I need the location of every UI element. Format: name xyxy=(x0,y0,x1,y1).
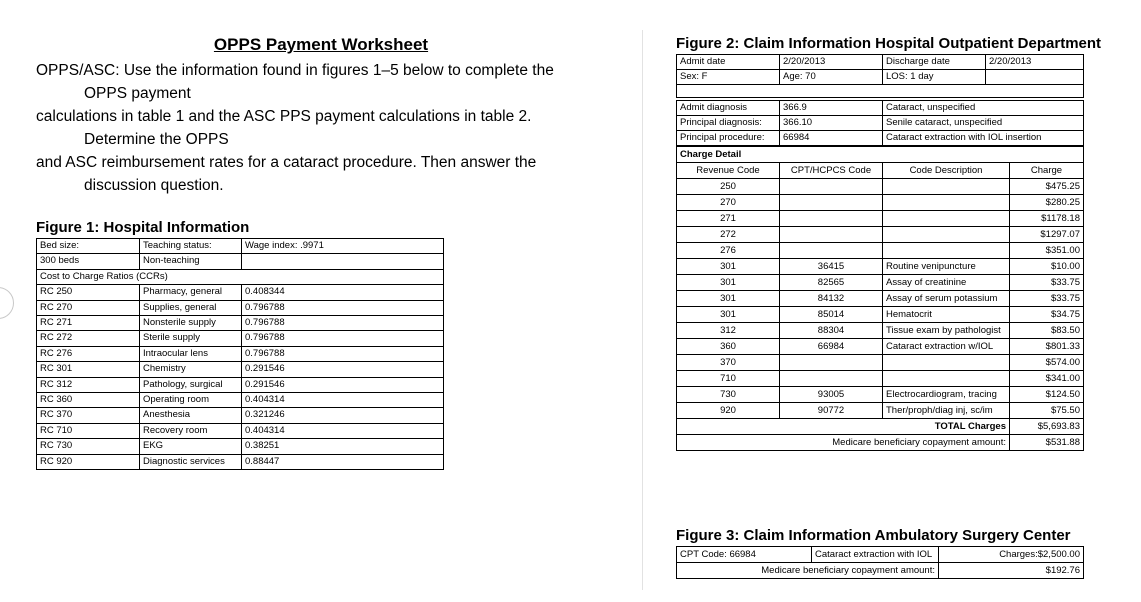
revenue-code: 301 xyxy=(677,307,780,323)
code-description xyxy=(883,371,1010,387)
principal-diagnosis-code: 366.10 xyxy=(780,116,883,131)
instruction-line: Determine the OPPS xyxy=(84,131,229,148)
charge-amount: $75.50 xyxy=(1010,403,1084,419)
code-description: Electrocardiogram, tracing xyxy=(883,387,1010,403)
empty-cell xyxy=(242,254,444,269)
instruction-line: discussion question. xyxy=(84,177,224,194)
patient-sex: Sex: F xyxy=(677,70,780,85)
charge-amount: $1178.18 xyxy=(1010,211,1084,227)
charge-row xyxy=(677,227,1084,243)
principal-procedure-label: Principal procedure: xyxy=(677,131,780,146)
ccr-revenue-code: RC 276 xyxy=(37,346,140,361)
ccr-value: 0.321246 xyxy=(242,408,444,423)
charge-amount: $33.75 xyxy=(1010,275,1084,291)
wage-index: Wage index: .9971 xyxy=(242,239,444,254)
ccr-revenue-code: RC 730 xyxy=(37,439,140,454)
length-of-stay: LOS: 1 day xyxy=(883,70,986,85)
bed-size-value: 300 beds xyxy=(37,254,140,269)
cpt-code: 66984 xyxy=(780,339,883,355)
cpt-code: 93005 xyxy=(780,387,883,403)
ccr-value: 0.796788 xyxy=(242,346,444,361)
charge-row xyxy=(677,275,1084,291)
asc-copay-value: $192.76 xyxy=(939,563,1084,579)
ccr-description: Operating room xyxy=(140,393,242,408)
figure1-title: Figure 1: Hospital Information xyxy=(36,219,250,236)
asc-copay-label: Medicare beneficiary copayment amount: xyxy=(677,563,939,579)
charge-amount: $341.00 xyxy=(1010,371,1084,387)
revenue-code: 301 xyxy=(677,275,780,291)
code-description: Hematocrit xyxy=(883,307,1010,323)
revenue-code: 272 xyxy=(677,227,780,243)
teaching-value: Non-teaching xyxy=(140,254,242,269)
charge-detail-table xyxy=(676,146,1084,451)
ccr-row xyxy=(37,393,444,408)
code-description xyxy=(883,195,1010,211)
ccr-revenue-code: RC 370 xyxy=(37,408,140,423)
cpt-code: 36415 xyxy=(780,259,883,275)
ccr-revenue-code: RC 272 xyxy=(37,331,140,346)
ccr-description: Recovery room xyxy=(140,423,242,438)
revenue-code: 370 xyxy=(677,355,780,371)
principal-diagnosis-desc: Senile cataract, unspecified xyxy=(883,116,1084,131)
ccr-value: 0.404314 xyxy=(242,393,444,408)
revenue-code: 360 xyxy=(677,339,780,355)
total-charges-value: $5,693.83 xyxy=(1010,419,1084,435)
code-description xyxy=(883,227,1010,243)
ccr-value: 0.88447 xyxy=(242,454,444,469)
charge-row xyxy=(677,387,1084,403)
diagnosis-table xyxy=(676,100,1084,146)
bed-size-label: Bed size: xyxy=(37,239,140,254)
charge-row xyxy=(677,403,1084,419)
spacer-row xyxy=(677,85,1084,98)
ccr-row xyxy=(37,300,444,315)
code-description xyxy=(883,211,1010,227)
charge-row xyxy=(677,243,1084,259)
cpt-code xyxy=(780,211,883,227)
ccr-value: 0.796788 xyxy=(242,331,444,346)
revenue-code: 301 xyxy=(677,259,780,275)
copay-label: Medicare beneficiary copayment amount: xyxy=(677,435,1010,451)
charge-amount: $801.33 xyxy=(1010,339,1084,355)
revenue-code: 312 xyxy=(677,323,780,339)
charge-row xyxy=(677,179,1084,195)
code-description xyxy=(883,355,1010,371)
code-description: Cataract extraction w/IOL xyxy=(883,339,1010,355)
revenue-code: 710 xyxy=(677,371,780,387)
admit-date-label: Admit date xyxy=(677,55,780,70)
ccr-value: 0.796788 xyxy=(242,316,444,331)
asc-claim-table xyxy=(676,546,1084,579)
charge-detail-header: Charge Detail xyxy=(677,147,1084,163)
code-description: Ther/proph/diag inj, sc/im xyxy=(883,403,1010,419)
ccr-row xyxy=(37,439,444,454)
charge-amount: $33.75 xyxy=(1010,291,1084,307)
copay-value: $531.88 xyxy=(1010,435,1084,451)
cpt-code xyxy=(780,371,883,387)
ccr-row xyxy=(37,362,444,377)
charge-amount: $351.00 xyxy=(1010,243,1084,259)
ccr-description: Intraocular lens xyxy=(140,346,242,361)
ccr-revenue-code: RC 312 xyxy=(37,377,140,392)
principal-procedure-code: 66984 xyxy=(780,131,883,146)
ccr-revenue-code: RC 301 xyxy=(37,362,140,377)
ccr-row xyxy=(37,316,444,331)
ccr-rows xyxy=(37,285,444,470)
admit-diagnosis-label: Admit diagnosis xyxy=(677,101,780,116)
ccr-header: Cost to Charge Ratios (CCRs) xyxy=(37,269,444,284)
ccr-description: EKG xyxy=(140,439,242,454)
worksheet-title: OPPS Payment Worksheet xyxy=(213,35,429,54)
ccr-row xyxy=(37,285,444,300)
code-description: Assay of serum potassium xyxy=(883,291,1010,307)
charge-amount: $124.50 xyxy=(1010,387,1084,403)
cpt-code xyxy=(780,195,883,211)
ccr-description: Sterile supply xyxy=(140,331,242,346)
ccr-description: Nonsterile supply xyxy=(140,316,242,331)
charge-amount: $574.00 xyxy=(1010,355,1084,371)
code-description: Tissue exam by pathologist xyxy=(883,323,1010,339)
claim-header-table xyxy=(676,54,1084,98)
patient-age: Age: 70 xyxy=(780,70,883,85)
ccr-description: Diagnostic services xyxy=(140,454,242,469)
ccr-description: Pharmacy, general xyxy=(140,285,242,300)
ccr-row xyxy=(37,331,444,346)
instructions xyxy=(36,59,616,197)
instruction-line: calculations in table 1 and the ASC PPS payment calculations in table 2. xyxy=(36,108,532,125)
charge-amount: $475.25 xyxy=(1010,179,1084,195)
charge-row xyxy=(677,355,1084,371)
ccr-row xyxy=(37,408,444,423)
asc-charges: Charges:$2,500.00 xyxy=(939,547,1084,563)
ccr-revenue-code: RC 920 xyxy=(37,454,140,469)
ccr-value: 0.404314 xyxy=(242,423,444,438)
col-code-description: Code Description xyxy=(883,163,1010,179)
ccr-description: Anesthesia xyxy=(140,408,242,423)
ccr-row xyxy=(37,346,444,361)
ccr-row xyxy=(37,423,444,438)
page-divider xyxy=(642,30,643,590)
ccr-description: Supplies, general xyxy=(140,300,242,315)
ccr-revenue-code: RC 271 xyxy=(37,316,140,331)
asc-description: Cataract extraction with IOL xyxy=(812,547,939,563)
empty-cell xyxy=(986,70,1084,85)
page-edge-handle xyxy=(0,287,14,319)
ccr-revenue-code: RC 360 xyxy=(37,393,140,408)
code-description: Routine venipuncture xyxy=(883,259,1010,275)
cpt-code: 88304 xyxy=(780,323,883,339)
principal-diagnosis-label: Principal diagnosis: xyxy=(677,116,780,131)
revenue-code: 276 xyxy=(677,243,780,259)
charge-rows xyxy=(677,179,1084,419)
asc-cpt-code: CPT Code: 66984 xyxy=(677,547,812,563)
ccr-description: Chemistry xyxy=(140,362,242,377)
charge-row xyxy=(677,259,1084,275)
ccr-revenue-code: RC 710 xyxy=(37,423,140,438)
cpt-code xyxy=(780,355,883,371)
code-description xyxy=(883,243,1010,259)
revenue-code: 730 xyxy=(677,387,780,403)
charge-row xyxy=(677,211,1084,227)
cpt-code: 82565 xyxy=(780,275,883,291)
admit-date-value: 2/20/2013 xyxy=(780,55,883,70)
hospital-info-table xyxy=(36,238,444,470)
total-charges-label: TOTAL Charges xyxy=(677,419,1010,435)
charge-amount: $34.75 xyxy=(1010,307,1084,323)
charge-row xyxy=(677,307,1084,323)
cpt-code: 85014 xyxy=(780,307,883,323)
figure3-title: Figure 3: Claim Information Ambulatory Surgery Center xyxy=(676,527,1071,544)
charge-row xyxy=(677,323,1084,339)
ccr-revenue-code: RC 250 xyxy=(37,285,140,300)
revenue-code: 920 xyxy=(677,403,780,419)
admit-diagnosis-desc: Cataract, unspecified xyxy=(883,101,1084,116)
revenue-code: 301 xyxy=(677,291,780,307)
ccr-value: 0.38251 xyxy=(242,439,444,454)
ccr-description: Pathology, surgical xyxy=(140,377,242,392)
revenue-code: 250 xyxy=(677,179,780,195)
instruction-line: OPPS payment xyxy=(84,85,191,102)
col-charge: Charge xyxy=(1010,163,1084,179)
cpt-code xyxy=(780,243,883,259)
ccr-value: 0.291546 xyxy=(242,362,444,377)
charge-amount: $83.50 xyxy=(1010,323,1084,339)
cpt-code: 90772 xyxy=(780,403,883,419)
ccr-value: 0.408344 xyxy=(242,285,444,300)
revenue-code: 270 xyxy=(677,195,780,211)
code-description xyxy=(883,179,1010,195)
instruction-line: and ASC reimbursement rates for a cataract procedure. Then answer the xyxy=(36,154,537,171)
figure2-title: Figure 2: Claim Information Hospital Outpatient Department xyxy=(676,35,1102,52)
cpt-code xyxy=(780,179,883,195)
discharge-date-label: Discharge date xyxy=(883,55,986,70)
col-cpt-code: CPT/HCPCS Code xyxy=(780,163,883,179)
cpt-code xyxy=(780,227,883,243)
ccr-value: 0.291546 xyxy=(242,377,444,392)
ccr-row xyxy=(37,377,444,392)
admit-diagnosis-code: 366.9 xyxy=(780,101,883,116)
charge-amount: $1297.07 xyxy=(1010,227,1084,243)
charge-row xyxy=(677,195,1084,211)
charge-row xyxy=(677,371,1084,387)
charge-amount: $280.25 xyxy=(1010,195,1084,211)
charge-row xyxy=(677,291,1084,307)
teaching-label: Teaching status: xyxy=(140,239,242,254)
discharge-date-value: 2/20/2013 xyxy=(986,55,1084,70)
col-revenue-code: Revenue Code xyxy=(677,163,780,179)
instruction-line: OPPS/ASC: Use the information found in figures 1–5 below to complete the xyxy=(36,62,554,79)
cpt-code: 84132 xyxy=(780,291,883,307)
code-description: Assay of creatinine xyxy=(883,275,1010,291)
revenue-code: 271 xyxy=(677,211,780,227)
charge-amount: $10.00 xyxy=(1010,259,1084,275)
charge-row xyxy=(677,339,1084,355)
ccr-revenue-code: RC 270 xyxy=(37,300,140,315)
ccr-row xyxy=(37,454,444,469)
principal-procedure-desc: Cataract extraction with IOL insertion xyxy=(883,131,1084,146)
ccr-value: 0.796788 xyxy=(242,300,444,315)
